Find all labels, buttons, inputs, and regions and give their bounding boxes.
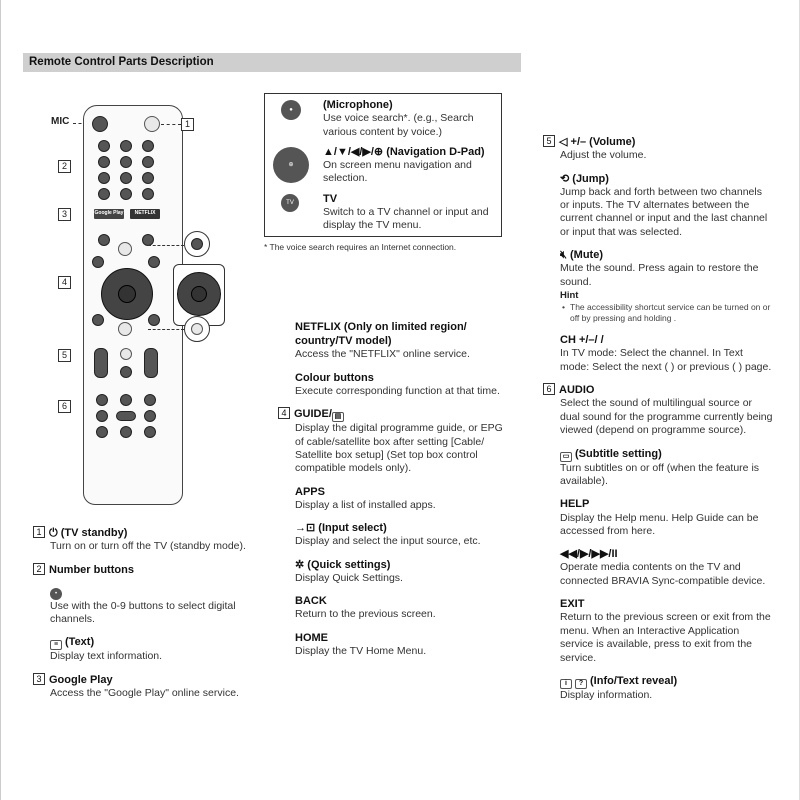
entry-apps: APPS Display a list of installed apps. bbox=[295, 485, 436, 511]
entry-volume: 5 ◁ +/– (Volume) Adjust the volume. bbox=[543, 135, 773, 163]
gear-icon: ✲ bbox=[295, 558, 308, 571]
entry-info: i ? (Info/Text reveal) Display information. bbox=[560, 675, 678, 702]
page-title: Remote Control Parts Description bbox=[23, 53, 521, 72]
remote-illustration bbox=[51, 100, 291, 520]
entry-guide: 4 GUIDE/ ▤ Display the digital programme guide, or EPG of cable/satellite box after setting [Cable/ Satellite box setup] (Set top box control compatible models only). bbox=[278, 407, 508, 476]
entry-channel: CH +/–/ / In TV mode: Select the channel. In Text mode: Select the next ( ) or previous ( ) page. bbox=[560, 334, 772, 373]
entry-back: BACK Return to the previous screen. bbox=[295, 595, 436, 621]
info-microphone: ● (Microphone) Use voice search*. (e.g., Search various content by voice.) bbox=[271, 98, 495, 139]
callout-6: 6 bbox=[58, 400, 71, 413]
entry-jump: ⟲ (Jump) Jump back and forth between two channels or inputs. The TV alternates between the current channel or input and the last channel or input that was selected. bbox=[560, 172, 768, 238]
zoom-mic bbox=[184, 231, 210, 257]
entry-media-controls: ◀◀/▶/▶▶/II Operate media contents on the TV and connected BRAVIA Sync-compatible device. bbox=[560, 548, 766, 587]
entry-help: HELP Display the Help menu. Help Guide can be accessed from here. bbox=[560, 498, 759, 537]
callout-1: 1 bbox=[181, 118, 194, 131]
callout-4: 4 bbox=[58, 276, 71, 289]
subtitle-icon: ▭ bbox=[560, 452, 572, 462]
entry-google-play: 3 Google Play Access the "Google Play" online service. bbox=[33, 673, 258, 701]
jump-icon: ⟲ bbox=[560, 172, 573, 185]
entry-audio: 6 AUDIO Select the sound of multilingual source or dual sound for the programme currently being viewed (depend on programme source). bbox=[543, 383, 773, 437]
entry-exit: EXIT Return to the previous screen or exit from the menu. When an Interactive Application service is available, press to exit from the service. bbox=[560, 598, 771, 664]
entry-tv-standby: 1 ⏻ (TV standby) Turn on or turn off the TV (standby mode). bbox=[33, 526, 258, 554]
text-reveal-icon: ? bbox=[575, 679, 587, 689]
entry-number-buttons: 2 Number buttons bbox=[33, 563, 258, 577]
volume-rocker bbox=[94, 348, 108, 378]
hint-text: • The accessibility shortcut service can be turned on or off by pressing and holding . bbox=[560, 302, 773, 324]
entry-digit-separator: • Use with the 0-9 buttons to select digital channels. bbox=[33, 586, 258, 627]
callout-3: 3 bbox=[58, 208, 71, 221]
power-icon: ⏻ bbox=[49, 527, 61, 539]
digit-separator-icon: • bbox=[50, 588, 62, 600]
callout-5: 5 bbox=[58, 349, 71, 362]
entry-text: ≡ (Text) Display text information. bbox=[50, 636, 163, 663]
remote-body bbox=[83, 105, 183, 505]
volume-icon: ◁ bbox=[559, 136, 571, 148]
input-select-icon: →⊡ bbox=[295, 522, 319, 535]
hint-label: Hint bbox=[560, 290, 579, 302]
netflix-button: NETFLIX bbox=[130, 209, 160, 219]
right-column bbox=[543, 135, 773, 712]
entry-netflix: NETFLIX (Only on limited region/ country/TV model) Access the "NETFLIX" online service. bbox=[295, 321, 470, 361]
mic-button bbox=[92, 116, 108, 132]
tv-button bbox=[118, 322, 132, 336]
entry-quick-settings: ✲ (Quick settings) Display Quick Settings. bbox=[295, 558, 403, 584]
dpad-icon: ⊕ bbox=[273, 147, 309, 183]
entry-input-select: →⊡ (Input select) Display and select the input source, etc. bbox=[295, 522, 481, 548]
entry-mute: 🔇︎ (Mute) Mute the sound. Press again to restore the sound. Hint • The accessibility shortcut service can be turned on or off by pressing and holding . bbox=[543, 248, 773, 324]
entry-subtitle: ▭ (Subtitle setting) Turn subtitles on or off (when the feature is available). bbox=[560, 447, 760, 487]
info-dpad: ⊕ ▲/▼/◀/▶/⊕ (Navigation D-Pad) On screen menu navigation and selection. bbox=[271, 145, 495, 186]
zoom-tv bbox=[184, 316, 210, 342]
microphone-icon: ● bbox=[281, 100, 301, 120]
mic-label: MIC bbox=[51, 116, 70, 127]
mic-mid-button bbox=[118, 242, 132, 256]
entry-home: HOME Display the TV Home Menu. bbox=[295, 631, 427, 657]
left-column bbox=[33, 526, 258, 709]
info-tv: TV TV Switch to a TV channel or input and display the TV menu. bbox=[271, 192, 495, 233]
middle-column bbox=[278, 320, 508, 667]
voice-footnote: * The voice search requires an Internet connection. bbox=[264, 242, 457, 252]
power-button bbox=[144, 116, 160, 132]
google-play-button: Google Play bbox=[94, 209, 124, 219]
text-icon: ≡ bbox=[50, 640, 62, 650]
channel-rocker bbox=[144, 348, 158, 378]
info-icon: i bbox=[560, 679, 572, 689]
info-box bbox=[264, 93, 502, 237]
mute-icon: 🔇︎ bbox=[560, 249, 570, 262]
entry-colour-buttons: Colour buttons Execute corresponding function at that time. bbox=[295, 371, 500, 397]
guide-icon: ▤ bbox=[332, 412, 344, 422]
callout-2: 2 bbox=[58, 160, 71, 173]
tv-icon: TV bbox=[281, 194, 299, 212]
